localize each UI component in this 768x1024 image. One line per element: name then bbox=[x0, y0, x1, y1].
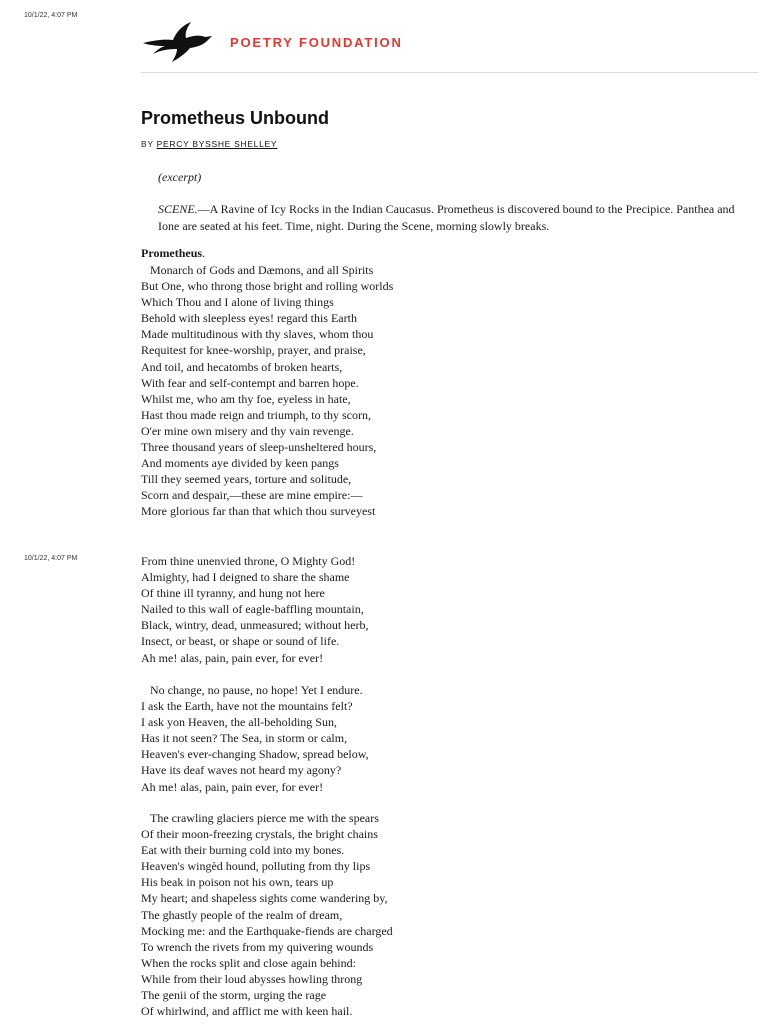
poem-line: Of whirlwind, and afflict me with keen hail. bbox=[141, 1004, 353, 1019]
poem-line: Which Thou and I alone of living things bbox=[141, 295, 334, 310]
brand-name: POETRY FOUNDATION bbox=[230, 35, 403, 50]
poem-line: To wrench the rivets from my quivering wounds bbox=[141, 939, 374, 954]
poem-line: Monarch of Gods and Dæmons, and all Spirits bbox=[150, 263, 374, 277]
poem-line: Black, wintry, dead, unmeasured; without herb, bbox=[141, 618, 369, 633]
poem-line: More glorious far than that which thou surveyest bbox=[141, 504, 376, 519]
poem-line: Almighty, had I deigned to share the shame bbox=[141, 570, 350, 585]
poem-line: Ah me! alas, pain, pain ever, for ever! bbox=[141, 779, 324, 794]
poem-line: While from their loud abysses howling throng bbox=[141, 971, 363, 986]
poem-line: The crawling glaciers pierce me with the spears bbox=[150, 811, 379, 825]
poetry-foundation-logo[interactable] bbox=[141, 18, 421, 64]
poem-line: Three thousand years of sleep-unsheltered hours, bbox=[141, 440, 377, 455]
poem-line: Requitest for knee-worship, prayer, and praise, bbox=[141, 343, 366, 358]
author-link[interactable]: PERCY BYSSHE SHELLEY bbox=[156, 139, 278, 149]
stanza-1 bbox=[141, 262, 393, 520]
scene-description bbox=[158, 201, 758, 234]
poem-line: And toil, and hecatombs of broken hearts, bbox=[141, 359, 343, 374]
poem-line: Has it not seen? The Sea, in storm or calm, bbox=[141, 731, 348, 746]
poem-line: Of their moon-freezing crystals, the bright chains bbox=[141, 827, 378, 842]
poem-line: Scorn and despair,—these are mine empire:— bbox=[141, 488, 363, 503]
poem-line: Hast thou made reign and triumph, to thy scorn, bbox=[141, 407, 371, 422]
stanza-4 bbox=[141, 810, 393, 1019]
byline bbox=[141, 139, 277, 149]
poem-line: Nailed to this wall of eagle-baffling mountain, bbox=[141, 602, 364, 617]
poem-line: Heaven's ever-changing Shadow, spread below, bbox=[141, 747, 369, 762]
header-divider bbox=[141, 72, 758, 73]
scene-label: SCENE. bbox=[158, 202, 198, 216]
poem-line: Mocking me: and the Earthquake-fiends are charged bbox=[141, 923, 393, 938]
poem-line: From thine unenvied throne, O Mighty God! bbox=[141, 554, 356, 568]
poem-line: Eat with their burning cold into my bones. bbox=[141, 843, 345, 858]
poem-line: His beak in poison not his own, tears up bbox=[141, 875, 334, 890]
poem-title: Prometheus Unbound bbox=[141, 108, 329, 128]
scene-text: —A Ravine of Icy Rocks in the Indian Caucasus. Prometheus is discovered bound to the Precipice. Panthea and Ione are seated at his feet. Time, night. During the Scene, morning slowly breaks. bbox=[158, 202, 735, 233]
poem-line: Have its deaf waves not heard my agony? bbox=[141, 763, 342, 778]
poem-line: No change, no pause, no hope! Yet I endure. bbox=[150, 683, 363, 697]
stanza-3 bbox=[141, 682, 369, 795]
bird-logo-icon bbox=[141, 18, 213, 64]
poem-line: Till they seemed years, torture and solitude, bbox=[141, 472, 352, 487]
poem-line: And moments aye divided by keen pangs bbox=[141, 456, 339, 471]
poem-line: My heart; and shapeless sights come wandering by, bbox=[141, 891, 388, 906]
poem-line: Heaven's wingèd hound, polluting from thy lips bbox=[141, 859, 371, 874]
poem-line: Made multitudinous with thy slaves, whom thou bbox=[141, 327, 374, 342]
poem-line: Behold with sleepless eyes! regard this Earth bbox=[141, 311, 357, 326]
poem-line: I ask the Earth, have not the mountains felt? bbox=[141, 699, 353, 714]
poem-line: Whilst me, who am thy foe, eyeless in hate, bbox=[141, 391, 351, 406]
speaker-punct: . bbox=[202, 246, 206, 260]
page-timestamp: 10/1/22, 4:07 PM bbox=[24, 12, 78, 19]
poem-line: But One, who throng those bright and rolling worlds bbox=[141, 279, 394, 294]
by-prefix: BY bbox=[141, 139, 154, 149]
poem-line: When the rocks split and close again behind: bbox=[141, 955, 356, 970]
stanza-2 bbox=[141, 553, 369, 666]
speaker-name bbox=[141, 246, 205, 261]
poem-line: I ask yon Heaven, the all-beholding Sun, bbox=[141, 715, 337, 730]
poem-line: The genii of the storm, urging the rage bbox=[141, 988, 327, 1003]
speaker-label: Prometheus bbox=[141, 246, 203, 260]
page-timestamp: 10/1/22, 4:07 PM bbox=[24, 555, 78, 562]
poem-line: Ah me! alas, pain, pain ever, for ever! bbox=[141, 650, 324, 665]
poem-line: With fear and self-contempt and barren hope. bbox=[141, 375, 359, 390]
poem-line: O'er mine own misery and thy vain revenge. bbox=[141, 423, 354, 438]
poem-line: Of thine ill tyranny, and hung not here bbox=[141, 586, 325, 601]
poem-line: The ghastly people of the realm of dream, bbox=[141, 907, 343, 922]
excerpt-label: (excerpt) bbox=[158, 170, 202, 184]
poem-line: Insect, or beast, or shape or sound of life. bbox=[141, 634, 340, 649]
